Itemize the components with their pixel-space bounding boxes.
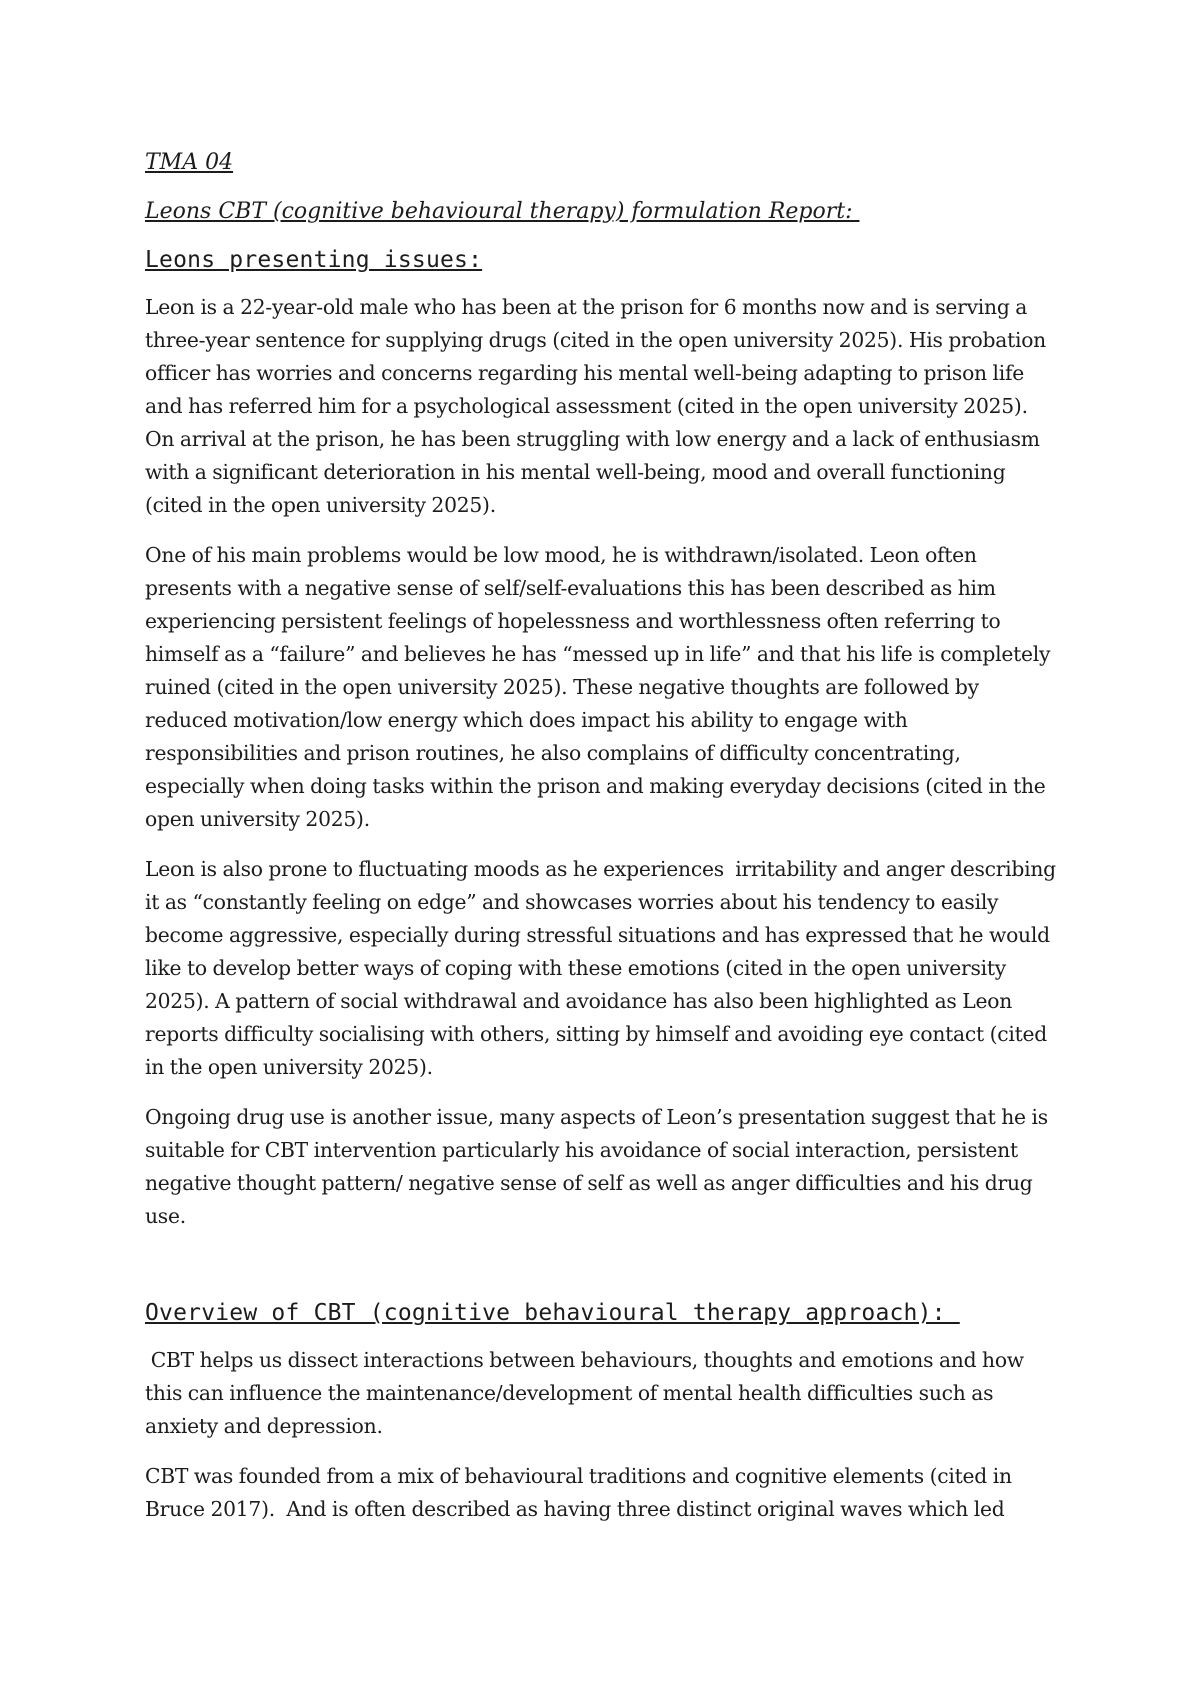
paragraph: Leon is also prone to fluctuating moods as he experiences irritability and anger describing it as “constantly feeling on edge” and showcases worries about his tendency to easily become aggressive, especially during stressful situations and has expressed that he would like to develop better ways of coping with these emotions (cited in the open university 2025). A pattern of social withdrawal and avoidance has also been highlighted as Leon reports difficulty socialising with others, sitting by himself and avoiding eye contact (cited in the open university 2025).: [145, 857, 1062, 1079]
section-heading: Leons presenting issues:: [145, 247, 483, 273]
document-title: TMA 04: [145, 150, 234, 175]
paragraph: CBT was founded from a mix of behavioural traditions and cognitive elements (cited in Bruce 2017). And is often described as having three distinct original waves which led: [145, 1464, 1018, 1521]
paragraph: Leon is a 22-year-old male who has been at the prison for 6 months now and is serving a three-year sentence for supplying drugs (cited in the open university 2025). His probation officer has worries and concerns regarding his mental well-being adapting to prison life and has referred him for a psychological assessment (cited in the open university 2025). On arrival at the prison, he has been struggling with low energy and a lack of enthusiasm with a significant deterioration in his mental well-being, mood and overall functioning (cited in the open university 2025).: [145, 295, 1052, 517]
paragraph: Ongoing drug use is another issue, many aspects of Leon’s presentation suggest that he is suitable for CBT intervention particularly his avoidance of social interaction, persistent negative thought pattern/ negative sense of self as well as anger difficulties and his drug use.: [145, 1105, 1054, 1228]
section-cbt-overview: [145, 1296, 1065, 1526]
document-subtitle: Leons CBT (cognitive behavioural therapy) formulation Report:: [145, 199, 860, 224]
section-heading: Overview of CBT (cognitive behavioural therapy approach):: [145, 1300, 960, 1326]
paragraph: One of his main problems would be low mood, he is withdrawn/isolated. Leon often presents with a negative sense of self/self-evaluations this has been described as him experiencing persistent feelings of hopelessness and worthlessness often referring to himself as a “failure” and believes he has “messed up in life” and that his life is completely ruined (cited in the open university 2025). These negative thoughts are followed by reduced motivation/low energy which does impact his ability to engage with responsibilities and prison routines, he also complains of difficulty concentrating, especially when doing tasks within the prison and making everyday decisions (cited in the open university 2025).: [145, 543, 1056, 831]
paragraph: CBT helps us dissect interactions between behaviours, thoughts and emotions and how this can influence the maintenance/development of mental health difficulties such as anxiety and depression.: [145, 1348, 1030, 1438]
section-presenting-issues: [145, 243, 1065, 1233]
document-page: [145, 146, 1065, 1543]
